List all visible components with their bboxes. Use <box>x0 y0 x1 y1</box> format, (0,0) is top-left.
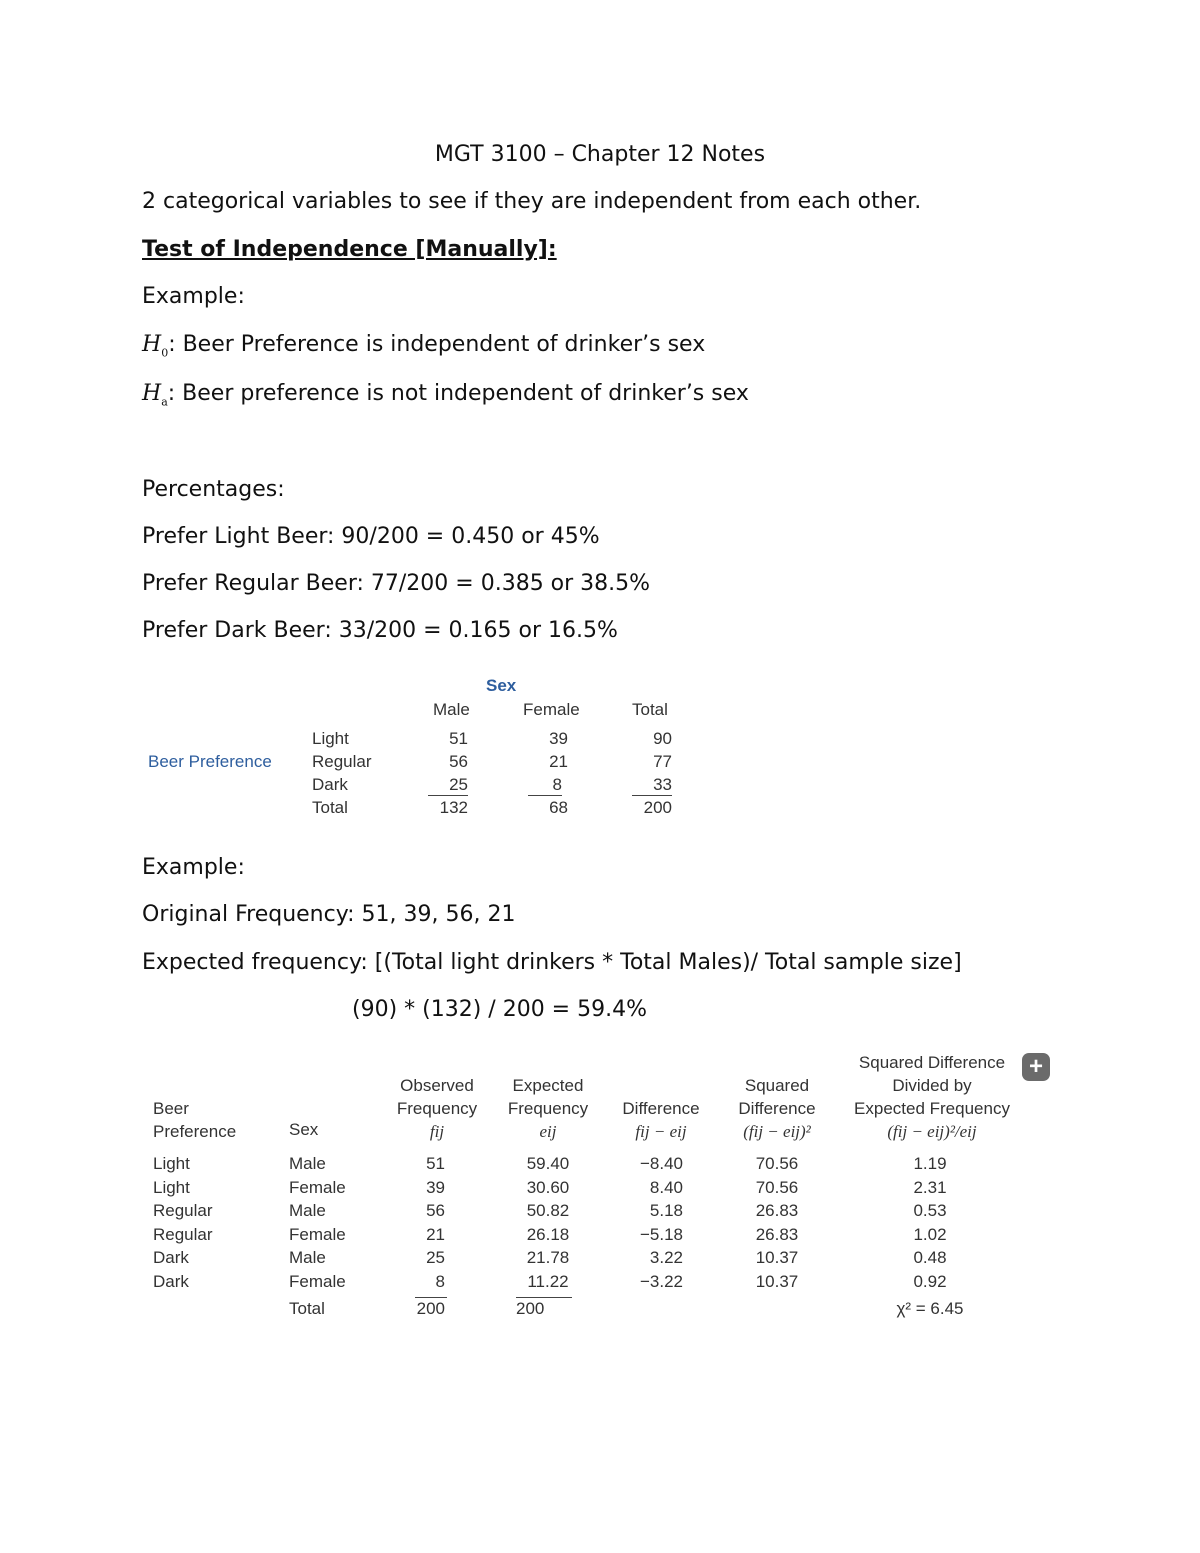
cell-light-male: 51 <box>449 729 468 748</box>
row-1-obs: 39 <box>426 1177 445 1197</box>
alternative-hypothesis <box>142 380 749 416</box>
chi-square-total: χ² = 6.45 <box>896 1299 964 1318</box>
row-4-sq: 10.37 <box>755 1248 799 1267</box>
row-label-light: Light <box>312 729 349 748</box>
percentage-dark: Prefer Dark Beer: 33/200 = 0.165 or 16.5% <box>142 618 618 643</box>
cell-dark-male: 25 <box>428 775 468 796</box>
row-0-sex: Male <box>289 1154 326 1173</box>
row-4-div: 0.48 <box>913 1248 947 1267</box>
row-1-sq: 70.56 <box>755 1177 799 1197</box>
row-3-sq: 26.83 <box>755 1224 799 1244</box>
row-1-exp: 30.60 <box>526 1177 570 1197</box>
row-2-obs: 56 <box>426 1201 445 1220</box>
row-label-dark: Dark <box>312 775 348 794</box>
row-1-sex: Female <box>289 1177 346 1197</box>
row-1-div: 2.31 <box>913 1177 947 1197</box>
row-4-pref: Dark <box>153 1248 189 1267</box>
row-0-exp: 59.40 <box>526 1154 570 1173</box>
row-3-pref: Regular <box>153 1224 213 1244</box>
percentages-label: Percentages: <box>142 477 285 502</box>
cell-total-total: 200 <box>643 798 672 817</box>
row-4-exp: 21.78 <box>526 1248 570 1267</box>
row-5-sq: 10.37 <box>755 1271 799 1291</box>
hdr-sex: Sex <box>289 1120 319 1139</box>
calculation: (90) * (132) / 200 = 59.4% <box>352 997 648 1022</box>
cell-dark-female: 8 <box>528 775 562 796</box>
expected-frequency: Expected frequency: [(Total light drinkers * Total Males)/ Total sample size] <box>142 950 962 975</box>
cell-regular-female: 21 <box>549 752 568 771</box>
cell-total-female: 68 <box>549 798 568 817</box>
percentage-light: Prefer Light Beer: 90/200 = 0.450 or 45% <box>142 524 600 549</box>
sex-label: Sex <box>486 676 517 695</box>
row-2-sq: 26.83 <box>755 1201 799 1220</box>
h0-text: : Beer Preference is independent of drinker’s sex <box>168 332 706 357</box>
col-total: Total <box>632 700 668 719</box>
original-frequency: Original Frequency: 51, 39, 56, 21 <box>142 902 516 927</box>
row-2-exp: 50.82 <box>526 1201 570 1220</box>
cell-total-male: 132 <box>439 798 468 817</box>
row-0-sq: 70.56 <box>755 1154 799 1173</box>
ha-symbol: $H_a$ <box>142 381 168 409</box>
total-observed: 200 <box>416 1299 445 1318</box>
row-3-obs: 21 <box>426 1224 445 1244</box>
row-3-diff: −5.18 <box>639 1224 683 1244</box>
example-label-2: Example: <box>142 855 245 880</box>
h0-symbol: $H_0$ <box>142 332 169 360</box>
hdr-beer-preference: Beer Preference <box>153 1099 237 1141</box>
row-1-diff: 8.40 <box>649 1177 683 1197</box>
row-0-div: 1.19 <box>913 1154 947 1173</box>
computation-table <box>150 1045 1060 1330</box>
row-2-pref: Regular <box>153 1201 213 1220</box>
row-4-obs: 25 <box>426 1248 445 1267</box>
row-4-sex: Male <box>289 1248 326 1267</box>
hdr-difference: Difference fij − eij <box>622 1099 700 1141</box>
total-expected: 200 <box>516 1299 545 1318</box>
obs-total-rule <box>415 1297 447 1298</box>
cell-light-female: 39 <box>549 729 568 748</box>
row-5-sex: Female <box>289 1271 346 1291</box>
exp-total-rule <box>516 1297 572 1298</box>
intro-text: 2 categorical variables to see if they are independent from each other. <box>142 189 922 214</box>
example-label: Example: <box>142 284 245 309</box>
row-1-pref: Light <box>153 1177 190 1197</box>
row-5-diff: −3.22 <box>639 1271 683 1291</box>
row-0-pref: Light <box>153 1154 190 1173</box>
row-2-div: 0.53 <box>913 1201 947 1220</box>
hdr-squared-divided: Squared Difference Divided by Expected Frequency (fij − eij)²/eij <box>854 1053 1010 1141</box>
col-female: Female <box>523 700 580 719</box>
row-label-total: Total <box>312 798 348 817</box>
total-label: Total <box>289 1299 325 1318</box>
null-hypothesis <box>142 331 705 367</box>
row-2-sex: Male <box>289 1201 326 1220</box>
row-group-label: Beer Preference <box>148 752 272 771</box>
row-2-diff: 5.18 <box>649 1201 683 1220</box>
row-5-exp: 11.22 <box>527 1271 569 1291</box>
cell-regular-total: 77 <box>653 752 672 771</box>
row-0-diff: −8.40 <box>639 1154 683 1173</box>
cell-regular-male: 56 <box>449 752 468 771</box>
row-5-obs: 8 <box>435 1271 445 1291</box>
ha-text: : Beer preference is not independent of drinker’s sex <box>167 381 749 406</box>
row-3-div: 1.02 <box>913 1224 947 1244</box>
contingency-table <box>142 670 702 820</box>
percentage-regular: Prefer Regular Beer: 77/200 = 0.385 or 38.5% <box>142 571 651 596</box>
row-3-sex: Female <box>289 1224 346 1244</box>
page-title: MGT 3100 – Chapter 12 Notes <box>434 142 766 167</box>
section-heading: Test of Independence [Manually]: <box>142 237 557 262</box>
plus-icon[interactable]: + <box>1022 1053 1050 1081</box>
cell-light-total: 90 <box>653 729 672 748</box>
hdr-observed: Observed Frequency fij <box>396 1076 478 1141</box>
col-male: Male <box>433 700 470 719</box>
row-5-pref: Dark <box>153 1271 189 1291</box>
row-5-div: 0.92 <box>913 1271 947 1291</box>
row-3-exp: 26.18 <box>526 1224 570 1244</box>
hdr-squared-difference: Squared Difference (fij − eij)² <box>738 1076 816 1141</box>
row-4-diff: 3.22 <box>649 1248 683 1267</box>
row-0-obs: 51 <box>426 1154 445 1173</box>
hdr-expected: Expected Frequency eij <box>507 1076 589 1141</box>
row-label-regular: Regular <box>312 752 372 771</box>
cell-dark-total: 33 <box>632 775 672 796</box>
